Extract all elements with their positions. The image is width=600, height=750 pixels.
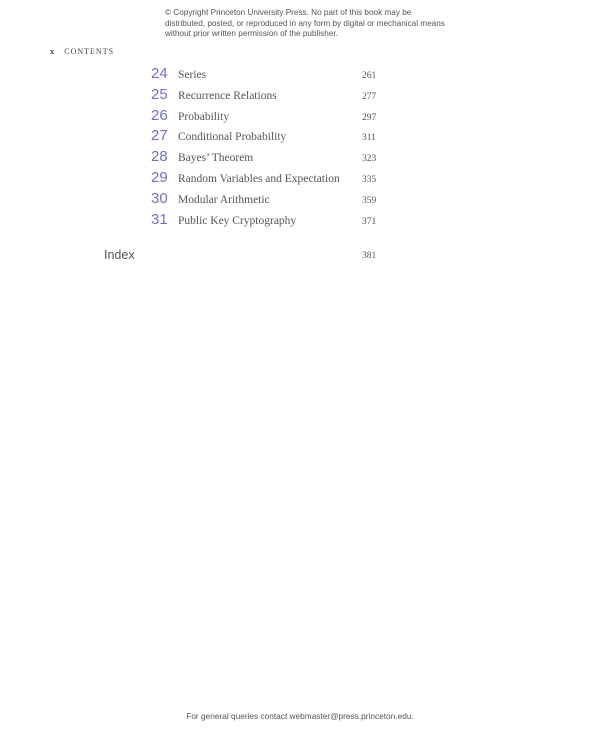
running-head xyxy=(50,46,114,56)
chapter-page: 371 xyxy=(362,216,377,227)
chapter-page: 277 xyxy=(362,91,377,102)
chapter-title: Public Key Cryptography xyxy=(178,214,297,227)
chapter-page: 323 xyxy=(362,154,377,165)
chapter-page: 261 xyxy=(362,71,377,81)
toc-entry[interactable] xyxy=(0,211,600,232)
chapter-title: Modular Arithmetic xyxy=(178,193,270,206)
chapter-page: 297 xyxy=(362,112,377,123)
running-head-page-number: x xyxy=(50,46,55,56)
chapter-page: 335 xyxy=(362,174,377,185)
chapter-number: 31 xyxy=(151,210,168,228)
table-of-contents xyxy=(0,65,600,231)
index-label: Index xyxy=(104,248,135,262)
chapter-number: 25 xyxy=(151,85,168,103)
chapter-title: Conditional Probability xyxy=(178,131,287,144)
toc-entry[interactable] xyxy=(0,169,600,190)
copyright-notice: © Copyright Princeton University Press. No part of this book may be distributed, posted, or reproduced in any form by digital or mechanical means without prior written permission of the publisher. xyxy=(165,8,445,38)
chapter-page: 311 xyxy=(362,133,376,144)
chapter-number: 26 xyxy=(151,106,168,124)
chapter-number: 29 xyxy=(151,168,168,186)
footer-contact: For general queries contact webmaster@press.princeton.edu. xyxy=(186,711,414,721)
chapter-number: 24 xyxy=(151,65,168,82)
chapter-title: Random Variables and Expectation xyxy=(178,172,340,185)
chapter-title: Series xyxy=(178,69,207,81)
toc-entry[interactable] xyxy=(0,107,600,128)
chapter-title: Bayes’ Theorem xyxy=(178,152,254,165)
running-head-section: CONTENTS xyxy=(64,47,115,56)
chapter-number: 27 xyxy=(151,127,168,145)
chapter-page: 359 xyxy=(362,195,377,206)
toc-entry[interactable] xyxy=(0,86,600,107)
toc-entry[interactable] xyxy=(0,190,600,211)
chapter-title: Probability xyxy=(178,110,230,123)
chapter-number: 30 xyxy=(151,189,168,207)
toc-entry[interactable] xyxy=(0,148,600,169)
chapter-number: 28 xyxy=(151,148,168,166)
chapter-title: Recurrence Relations xyxy=(178,89,277,102)
toc-entry[interactable] xyxy=(0,127,600,148)
toc-entry[interactable] xyxy=(0,65,600,86)
index-entry[interactable] xyxy=(0,248,600,268)
index-page: 381 xyxy=(362,251,377,261)
